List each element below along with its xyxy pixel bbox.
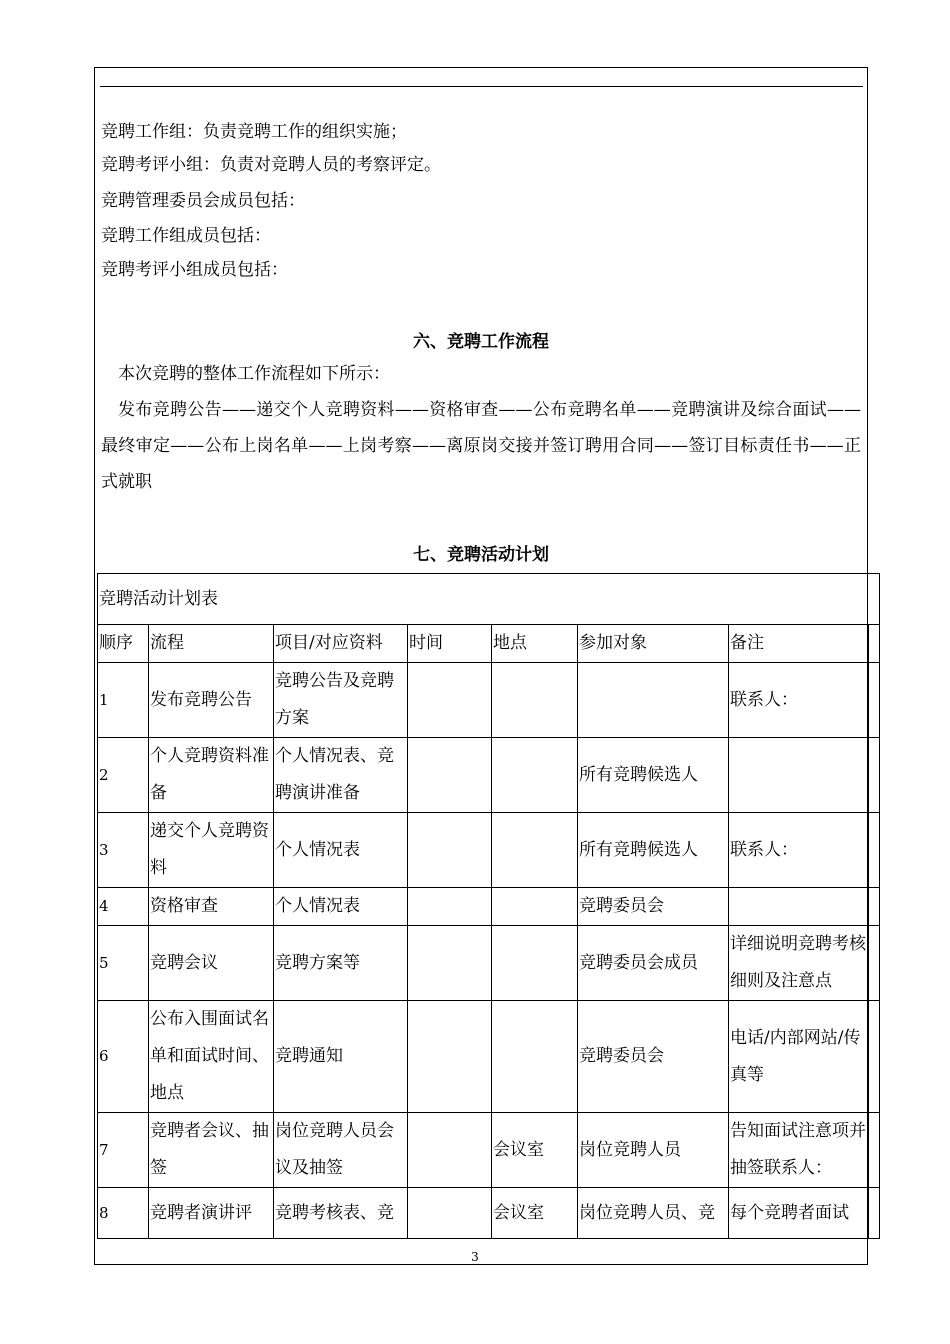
table-cell: 个人竞聘资料准备 bbox=[149, 738, 274, 813]
table-cell: 每个竞聘者面试 bbox=[729, 1188, 869, 1239]
section6-intro: 本次竞聘的整体工作流程如下所示： bbox=[118, 364, 390, 384]
table-cell bbox=[408, 813, 492, 888]
intro-line-4: 竞聘工作组成员包括： bbox=[101, 226, 271, 246]
table-cell bbox=[729, 738, 869, 813]
table-cell: 联系人： bbox=[729, 813, 869, 888]
activity-plan-table bbox=[97, 573, 880, 1239]
table-cell bbox=[492, 813, 578, 888]
section6-flow-text: 发布竞聘公告——递交个人竞聘资料——资格审查——公布竞聘名单——竞聘演讲及综合面试——最终审定——公布上岗名单——上岗考察——离原岗交接并签订聘用合同——签订目标责任书——正式就职 bbox=[101, 400, 861, 492]
table-row bbox=[98, 1188, 880, 1239]
table-row bbox=[98, 926, 880, 1001]
intro-line-1: 竞聘工作组：负责竞聘工作的组织实施； bbox=[101, 122, 407, 142]
table-cell bbox=[492, 1001, 578, 1113]
table-cell: 竞聘公告及竞聘方案 bbox=[274, 663, 408, 738]
table-cell: 竞聘通知 bbox=[274, 1001, 408, 1113]
table-cell bbox=[408, 888, 492, 926]
table-row bbox=[98, 663, 880, 738]
header-cell: 项目/对应资料 bbox=[274, 625, 408, 663]
header-cell: 流程 bbox=[149, 625, 274, 663]
table-cell: 3 bbox=[98, 813, 149, 888]
table-cell bbox=[492, 663, 578, 738]
header-cell: 时间 bbox=[408, 625, 492, 663]
intro-line-5: 竞聘考评小组成员包括： bbox=[101, 260, 288, 280]
table-cell: 个人情况表、竞聘演讲准备 bbox=[274, 738, 408, 813]
intro-line-3: 竞聘管理委员会成员包括： bbox=[101, 191, 305, 211]
table-header-row bbox=[98, 625, 880, 663]
header-cell: 备注 bbox=[729, 625, 869, 663]
table-cell: 竞聘委员会 bbox=[578, 1001, 729, 1113]
table-cell bbox=[492, 926, 578, 1001]
table-cell bbox=[408, 926, 492, 1001]
table-cell: 竞聘委员会 bbox=[578, 888, 729, 926]
table-cell bbox=[408, 663, 492, 738]
table-cell bbox=[578, 663, 729, 738]
table-row bbox=[98, 813, 880, 888]
table-cell: 递交个人竞聘资料 bbox=[149, 813, 274, 888]
table-cell: 岗位竞聘人员 bbox=[578, 1113, 729, 1188]
table-cell: 竞聘委员会成员 bbox=[578, 926, 729, 1001]
table-cell bbox=[408, 1001, 492, 1113]
top-rule bbox=[100, 86, 863, 87]
table-cell: 所有竞聘候选人 bbox=[578, 738, 729, 813]
table-row bbox=[98, 738, 880, 813]
table-cell: 会议室 bbox=[492, 1188, 578, 1239]
section7-title: 七、竞聘活动计划 bbox=[413, 545, 549, 565]
edge-cell bbox=[869, 1001, 880, 1113]
edge-cell bbox=[869, 1188, 880, 1239]
edge-cell bbox=[869, 738, 880, 813]
table-cell: 发布竞聘公告 bbox=[149, 663, 274, 738]
table-row bbox=[98, 888, 880, 926]
table-cell: 1 bbox=[98, 663, 149, 738]
table-caption: 竞聘活动计划表 bbox=[98, 574, 880, 625]
table-cell bbox=[408, 1188, 492, 1239]
table-caption-row bbox=[98, 574, 880, 625]
table-cell: 岗位竞聘人员会议及抽签 bbox=[274, 1113, 408, 1188]
table-cell: 4 bbox=[98, 888, 149, 926]
table-cell: 竞聘者演讲评 bbox=[149, 1188, 274, 1239]
table-cell: 竞聘会议 bbox=[149, 926, 274, 1001]
header-cell: 参加对象 bbox=[578, 625, 729, 663]
table-cell bbox=[729, 888, 869, 926]
table-cell: 竞聘者会议、抽签 bbox=[149, 1113, 274, 1188]
edge-cell bbox=[869, 926, 880, 1001]
table-row bbox=[98, 1113, 880, 1188]
table-cell bbox=[492, 888, 578, 926]
table-cell: 竞聘考核表、竞 bbox=[274, 1188, 408, 1239]
edge-cell bbox=[869, 625, 880, 663]
edge-cell bbox=[869, 663, 880, 738]
table-cell: 7 bbox=[98, 1113, 149, 1188]
table-cell: 8 bbox=[98, 1188, 149, 1239]
edge-cell bbox=[869, 813, 880, 888]
header-cell: 顺序 bbox=[98, 625, 149, 663]
table-cell: 个人情况表 bbox=[274, 813, 408, 888]
table-cell: 竞聘方案等 bbox=[274, 926, 408, 1001]
table-cell: 个人情况表 bbox=[274, 888, 408, 926]
intro-line-2: 竞聘考评小组：负责对竞聘人员的考察评定。 bbox=[101, 155, 441, 175]
table-cell bbox=[408, 1113, 492, 1188]
table-cell: 联系人： bbox=[729, 663, 869, 738]
page-number: 3 bbox=[471, 1250, 479, 1264]
table-cell: 会议室 bbox=[492, 1113, 578, 1188]
table-row bbox=[98, 1001, 880, 1113]
edge-cell bbox=[869, 1113, 880, 1188]
section6-title: 六、竞聘工作流程 bbox=[413, 332, 549, 352]
table-cell: 电话/内部网站/传真等 bbox=[729, 1001, 869, 1113]
edge-cell bbox=[869, 888, 880, 926]
table-cell: 资格审查 bbox=[149, 888, 274, 926]
table-cell: 所有竞聘候选人 bbox=[578, 813, 729, 888]
header-cell: 地点 bbox=[492, 625, 578, 663]
table-cell bbox=[408, 738, 492, 813]
table-cell: 6 bbox=[98, 1001, 149, 1113]
table-cell: 5 bbox=[98, 926, 149, 1001]
table-cell: 告知面试注意项并抽签联系人： bbox=[729, 1113, 869, 1188]
table-cell: 岗位竞聘人员、竞 bbox=[578, 1188, 729, 1239]
table-cell: 详细说明竞聘考核细则及注意点 bbox=[729, 926, 869, 1001]
table-cell: 公布入围面试名单和面试时间、地点 bbox=[149, 1001, 274, 1113]
table-cell: 2 bbox=[98, 738, 149, 813]
table-cell bbox=[492, 738, 578, 813]
